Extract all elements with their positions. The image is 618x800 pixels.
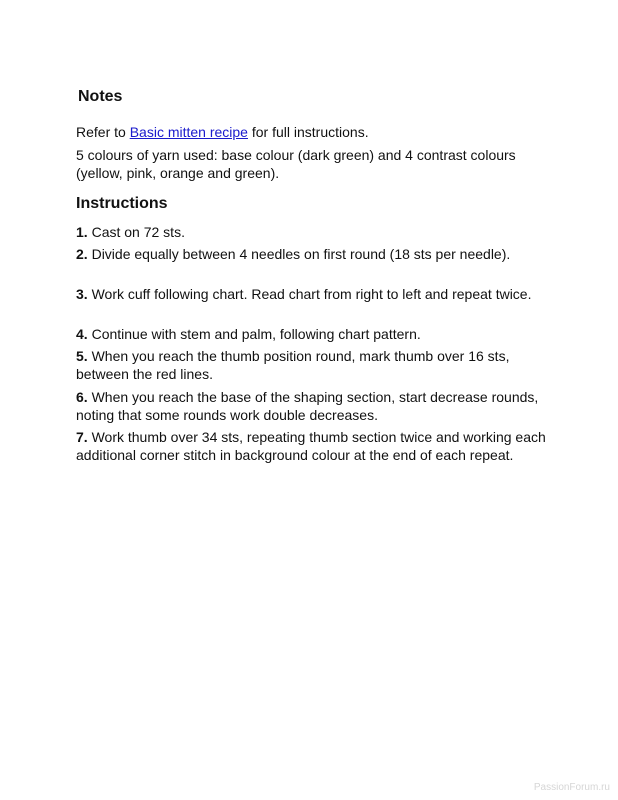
step-text: Divide equally between 4 needles on first round (18 sts per needle). (87, 246, 511, 262)
yarn-paragraph: 5 colours of yarn used: base colour (dark green) and 4 contrast colours (yellow, pink, orange and green). (76, 147, 516, 181)
instructions-heading: Instructions (76, 195, 168, 212)
instruction-step (76, 325, 546, 343)
refer-paragraph (76, 123, 546, 141)
step-number: 3. (76, 286, 88, 302)
instruction-step (76, 347, 546, 383)
step-number: 5. (76, 348, 88, 364)
step-text: Work cuff following chart. Read chart from right to left and repeat twice. (87, 286, 532, 302)
instruction-step (76, 428, 546, 464)
step-number: 4. (76, 326, 88, 342)
step-number: 6. (76, 389, 88, 405)
instruction-step (76, 223, 546, 241)
instruction-step (76, 245, 546, 263)
instruction-step (76, 285, 546, 303)
step-text: When you reach the thumb position round, mark thumb over 16 sts, between the red lines. (76, 348, 510, 382)
refer-prefix: Refer to (76, 124, 130, 140)
step-text: Continue with stem and palm, following chart pattern. (87, 326, 421, 342)
step-number: 7. (76, 429, 88, 445)
step-number: 2. (76, 246, 88, 262)
notes-heading: Notes (78, 88, 123, 105)
basic-mitten-recipe-link[interactable]: Basic mitten recipe (129, 124, 248, 140)
refer-suffix: for full instructions. (247, 124, 369, 140)
instruction-step (76, 388, 546, 424)
step-number: 1. (76, 224, 88, 240)
step-text: Cast on 72 sts. (87, 224, 185, 240)
watermark-text: PassionForum.ru (533, 782, 610, 793)
step-text: When you reach the base of the shaping section, start decrease rounds, noting that some rounds work double decreases. (76, 389, 539, 423)
step-text: Work thumb over 34 sts, repeating thumb section twice and working each additional corner stitch in background colour at the end of each repeat. (76, 429, 546, 463)
